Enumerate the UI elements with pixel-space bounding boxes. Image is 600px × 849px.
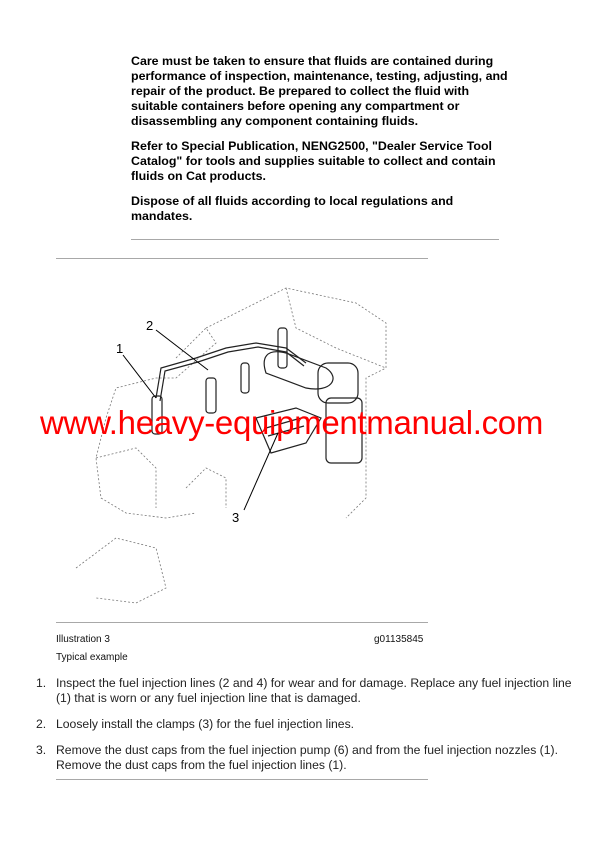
warning-paragraph-2: Refer to Special Publication, NENG2500, "Dealer Service Tool Catalog" for tools and supplies suitable to collect and contain fluids on Cat products. bbox=[131, 139, 496, 183]
step-number: 1. bbox=[36, 676, 47, 690]
callout-1: 1 bbox=[116, 341, 124, 356]
callout-3: 3 bbox=[232, 510, 240, 525]
divider-warning-end bbox=[131, 239, 499, 240]
illustration-caption: Typical example bbox=[56, 652, 128, 663]
step-item bbox=[36, 717, 576, 732]
step-text: Remove the dust caps from the fuel injection pump (6) and from the fuel injection nozzles (1). Remove the dust caps from the fuel injection lines (1). bbox=[56, 743, 558, 772]
step-text: Loosely install the clamps (3) for the fuel injection lines. bbox=[56, 717, 355, 731]
divider-steps-end bbox=[56, 779, 428, 780]
warning-paragraph-1: Care must be taken to ensure that fluids are contained during performance of inspection, maintenance, testing, adjusting, and repair of the product. Be prepared to collect the fluid with suitable containers before opening any compartment or disassembling any component containing fluids. bbox=[131, 54, 508, 128]
divider-illustration-bottom bbox=[56, 622, 428, 623]
divider-illustration-top bbox=[56, 258, 428, 259]
fluid-warning-block bbox=[131, 54, 511, 224]
watermark-url: www.heavy-equipmentmanual.com bbox=[40, 404, 544, 441]
step-number: 3. bbox=[36, 743, 47, 757]
step-number: 2. bbox=[36, 717, 47, 731]
callout-2: 2 bbox=[146, 318, 154, 333]
procedure-steps bbox=[36, 676, 576, 784]
warning-paragraph-3: Dispose of all fluids according to local regulations and mandates. bbox=[131, 194, 454, 223]
illustration-label: Illustration 3 bbox=[56, 634, 110, 645]
step-item bbox=[36, 743, 576, 773]
step-text: Inspect the fuel injection lines (2 and 4) for wear and for damage. Replace any fuel injection line (1) that is worn or any fuel injection line that is damaged. bbox=[56, 676, 572, 705]
step-item bbox=[36, 676, 576, 706]
illustration-graphic-id: g01135845 bbox=[374, 634, 424, 645]
